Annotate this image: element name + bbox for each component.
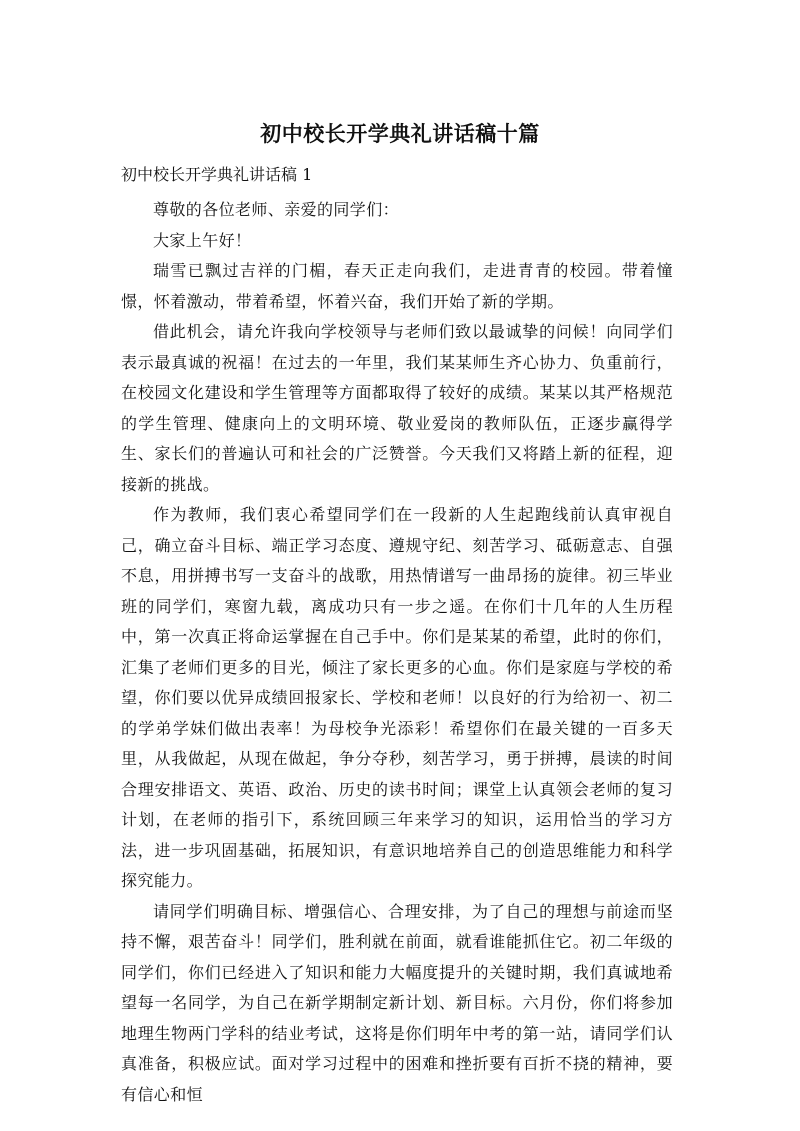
paragraph-greeting: 大家上午好！	[153, 230, 252, 250]
document-body	[121, 195, 673, 1110]
document-title: 初中校长开学典礼讲话稿十篇	[260, 122, 540, 146]
paragraph: 借此机会，请允许我向学校领导与老师们致以最诚挚的问候！向同学们表示最真诚的祝福！在过去的一年里，我们某某师生齐心协力、负重前行，在校园文化建设和学生管理等方面都取得了较好的成绩。某某以其严格规范的学生管理、健康向上的文明环境、敬业爱岗的教师队伍，正逐步赢得学生、家长们的普遍认可和社会的广泛赞誉。今天我们又将踏上新的征程，迎接新的挑战。	[121, 322, 673, 494]
paragraph: 作为教师，我们衷心希望同学们在一段新的人生起跑线前认真审视自己，确立奋斗目标、端正学习态度、遵规守纪、刻苦学习、砥砺意志、自强不息，用拼搏书写一支奋斗的战歌，用热情谱写一曲昂扬的旋律。初三毕业班的同学们，寒窗九载，离成功只有一步之遥。在你们十几年的人生历程中，第一次真正将命运掌握在自己手中。你们是某某的希望，此时的你们，汇集了老师们更多的目光，倾注了家长更多的心血。你们是家庭与学校的希望，你们要以优异成绩回报家长、学校和老师！以良好的行为给初一、初二的学弟学妹们做出表率！为母校争光添彩！希望你们在最关键的一百多天里，从我做起，从现在做起，争分夺秒，刻苦学习，勇于拼搏，晨读的时间合理安排语文、英语、政治、历史的读书时间；课堂上认真领会老师的复习计划，在老师的指引下，系统回顾三年来学习的知识，运用恰当的学习方法，进一步巩固基础，拓展知识，有意识地培养自己的创造思维能力和科学探究能力。	[121, 505, 673, 890]
paragraph: 瑞雪已飘过吉祥的门楣，春天正走向我们，走进青青的校园。带着憧憬，怀着激动，带着希望，怀着兴奋，我们开始了新的学期。	[121, 261, 673, 311]
paragraph: 请同学们明确目标、增强信心、合理安排，为了自己的理想与前途而坚持不懈，艰苦奋斗！同学们，胜利就在前面，就看谁能抓住它。初二年级的同学们，你们已经进入了知识和能力大幅度提升的关键时期，我们真诚地希望每一名同学，为自己在新学期制定新计划、新目标。六月份，你们将参加地理生物两门学科的结业考试，这将是你们明年中考的第一站，请同学们认真准备，积极应试。面对学习过程中的困难和挫折要有百折不挠的精神，要有信心和恒	[121, 901, 673, 1104]
document-subtitle: 初中校长开学典礼讲话稿 1	[121, 165, 313, 184]
paragraph-salutation: 尊敬的各位老师、亲爱的同学们：	[153, 200, 400, 219]
